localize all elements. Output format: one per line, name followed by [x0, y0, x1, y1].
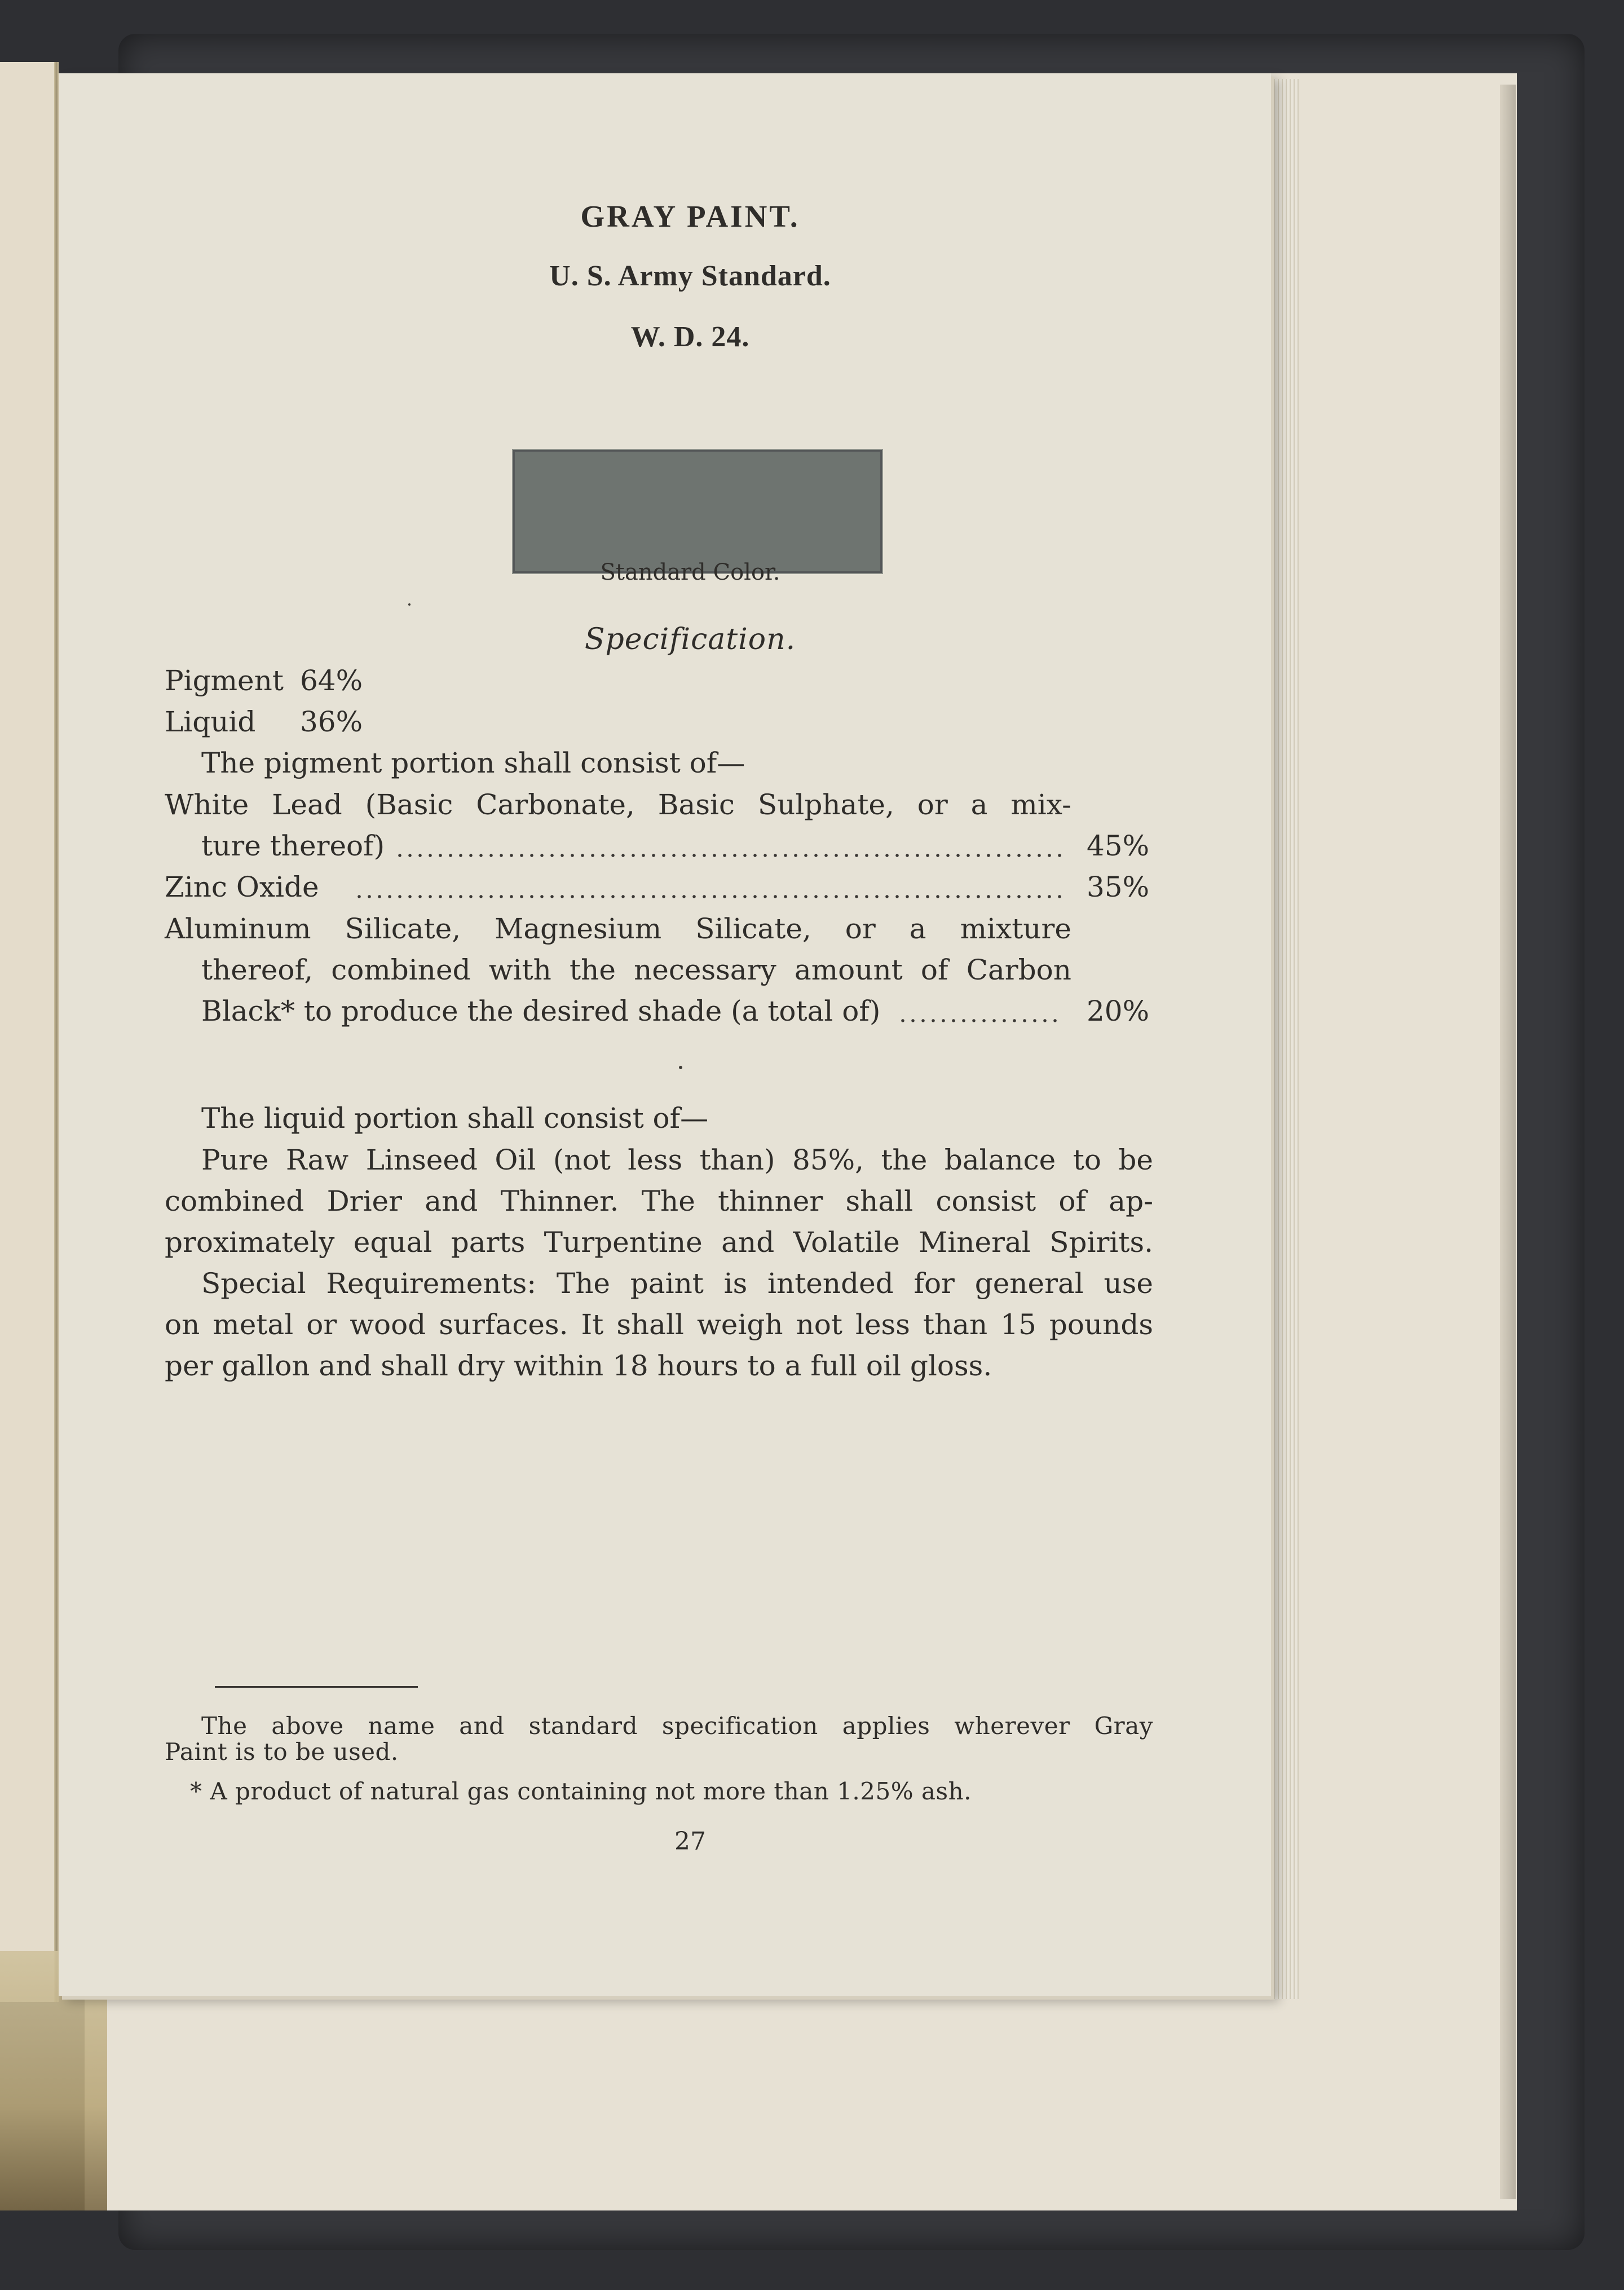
paper-speck [408, 603, 411, 606]
page-subtitle-code: W. D. 24. [630, 321, 750, 353]
composition-label: Pigment [165, 664, 284, 697]
pigment-item-line: ture thereof) [201, 829, 385, 862]
spec-heading: Specification. [584, 623, 796, 656]
color-swatch [513, 450, 882, 573]
special-line: on metal or wood surfaces. It shall weigh not less than 15 pounds [165, 1308, 1153, 1341]
pigment-percent: 45% [1087, 829, 1150, 862]
pigment-item-line: Black* to produce the desired shade (a total of) [201, 995, 881, 1027]
liquid-line: combined Drier and Thinner. The thinner shall consist of ap- [165, 1185, 1153, 1217]
gutter [54, 62, 59, 2002]
endpaper-edge [1500, 85, 1516, 2199]
footnote-star: * A product of natural gas containing not more than 1.25% ash. [190, 1777, 972, 1805]
printed-page [59, 73, 1271, 1996]
footnote-rule [215, 1686, 418, 1688]
liquid-line: proximately equal parts Turpentine and Volatile Mineral Spirits. [165, 1226, 1153, 1259]
swatch-caption: Standard Color. [600, 559, 780, 585]
pigment-percent: 20% [1087, 995, 1150, 1027]
page-edges [1271, 79, 1299, 1999]
paper-speck [679, 1066, 682, 1069]
footnote-line: Paint is to be used. [165, 1738, 399, 1766]
pigment-intro: The pigment portion shall consist of— [201, 747, 745, 779]
liquid-intro: The liquid portion shall consist of— [201, 1102, 709, 1135]
dot-leader [354, 895, 1062, 898]
dot-leader [395, 854, 1062, 857]
composition-value: 36% [300, 705, 363, 738]
pigment-percent: 35% [1087, 871, 1150, 903]
pigment-item-line: White Lead (Basic Carbonate, Basic Sulphate, or a mix- [165, 788, 1071, 821]
special-line: per gallon and shall dry within 18 hours to a full oil gloss. [165, 1349, 992, 1382]
footnote-line: The above name and standard specification applies wherever Gray [201, 1712, 1153, 1740]
page-number: 27 [674, 1827, 706, 1856]
pigment-item-line: Aluminum Silicate, Magnesium Silicate, or a mixture [165, 912, 1071, 945]
facing-page [0, 62, 56, 2002]
liquid-line: Pure Raw Linseed Oil (not less than) 85%, the balance to be [201, 1144, 1153, 1176]
dot-leader [898, 1019, 1062, 1022]
special-line: Special Requirements: The paint is intended for general use [201, 1267, 1153, 1300]
page-title: GRAY PAINT. [580, 199, 800, 233]
page-subtitle-standard: U. S. Army Standard. [549, 260, 831, 292]
pigment-item-line: thereof, combined with the necessary amount of Carbon [201, 954, 1071, 986]
composition-value: 64% [300, 664, 363, 697]
composition-label: Liquid [165, 705, 256, 738]
pigment-item-line: Zinc Oxide [165, 871, 319, 903]
